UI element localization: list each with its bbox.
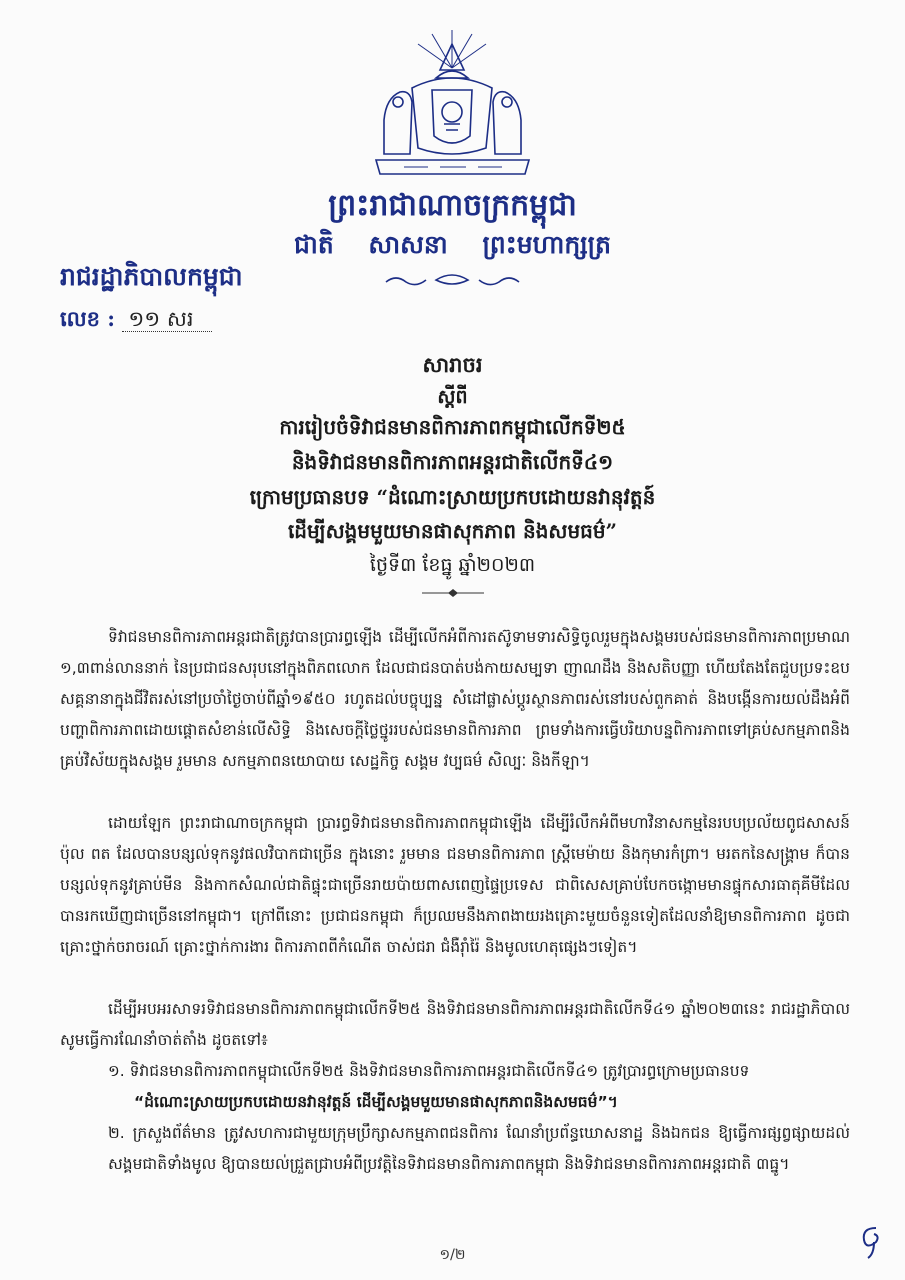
reference-label: លេខ : — [60, 306, 116, 331]
title-line-2: និងទិវាជនមានពិការភាពអន្តរជាតិលើកទី៤១ — [291, 450, 614, 474]
list-item — [108, 1056, 850, 1118]
title-date: ថ្ងៃទី៣ ខែធ្នូ ឆ្នាំ២០២៣ — [369, 554, 536, 576]
handwritten-initial-icon — [858, 1222, 884, 1262]
separator-icon — [418, 588, 488, 598]
list-item-text-1: ១. ទិវាជនមានពិការភាពកម្ពុជាលើកទី២៥ និងទិវាជនមានពិការភាពអន្តរជាតិលើកទី៤១ ត្រូវប្រារព្ធក្រោមប្រធានបទ — [108, 1062, 750, 1080]
reference-number: ១១ សរ — [122, 307, 211, 332]
paragraph-3: ដើម្បីអបអរសាទរទិវាជនមានពិការភាពកម្ពុជាលើកទី២៥ និងទិវាជនមានពិការភាពអន្តរជាតិលើកទី៤១ ឆ្នាំ២០២៣នេះ រាជរដ្ឋាភិបាលសូមធ្វើការណែនាំចាត់តាំង ដូចតទៅ៖ — [60, 1000, 850, 1049]
title-line-1: ការរៀបចំទិវាជនមានពិការភាពកម្ពុជាលើកទី២៥ — [279, 415, 626, 439]
title-about: ស្តីពី — [437, 386, 468, 408]
title-line-3: ក្រោមប្រធានបទ “ដំណោះស្រាយប្រកបដោយនវានុវត្តន៍ — [249, 485, 656, 509]
reference-line — [60, 306, 212, 337]
list-item-text-2: ២. ក្រសួងព័ត៌មាន ត្រូវសហការជាមួយក្រុមប្រឹក្សាសកម្មភាពជនពិការ ណែនាំប្រព័ន្ធឃោសនាដ្ឋ និងឯកជន ឱ្យធ្វើការផ្សព្វផ្សាយដល់សង្គមជាតិទាំងមូល ឱ្យបានយល់ជ្រួតជ្រាបអំពីប្រវត្តិនៃទិវាជនមានពិការភាពកម្ពុជា និងទិវាជនមានពិការភាពអន្តរជាតិ ៣ធ្នូ។ — [108, 1124, 850, 1173]
paragraph-2: ដោយឡែក ព្រះរាជាណាចក្រកម្ពុជា ប្រារព្ធទិវាជនមានពិការភាពកម្ពុជាឡើង ដើម្បីរំលឹកអំពីមហាវិនាសកម្មនៃរបបប្រល័យពូជសាសន៍ ប៉ុល ពត ដែលបានបន្សល់ទុកនូវផលវិបាកជាច្រើន ក្នុងនោះ រួមមាន ជនមានពិការភាព ស្ត្រីមេម៉ាយ និងកុមារកំព្រា។ មរតកនៃសង្គ្រាម ក៏បានបន្សល់ទុកនូវគ្រាប់មីន និងកាកសំណល់ជាតិផ្ទុះជាច្រើនរាយប៉ាយពាសពេញផ្ទៃប្រទេស ជាពិសេសគ្រាប់បែកចង្កោមមានផ្ទុកសារធាតុគីមីដែលបានរកឃើញជាច្រើននៅកម្ពុជា។ ក្រៅពីនោះ ប្រជាជនកម្ពុជា ក៏ប្រឈមនឹងភាពងាយរងគ្រោះមួយចំនួនទៀតដែលនាំឱ្យមានពិការភាព ដូចជា គ្រោះថ្នាក់ចរាចរណ៍ គ្រោះថ្នាក់ការងារ ពិការភាពពីកំណើត ចាស់ជរា ជំងឺរ៉ាំរ៉ៃ និងមូលហេតុផ្សេងៗទៀត។ — [60, 814, 850, 956]
ornament-divider-icon — [380, 270, 525, 290]
government-name: រាជរដ្ឋាភិបាលកម្ពុជា — [60, 262, 243, 291]
document-type: សារាចរ — [422, 352, 483, 377]
page-number: ១/២ — [439, 1247, 466, 1263]
list-item-theme: “ដំណោះស្រាយប្រកបដោយនវានុវត្តន៍ ដើម្បីសង្គមមួយមានផាសុកភាពនិងសមធម៌”។ — [134, 1093, 618, 1111]
list-item — [108, 1118, 850, 1180]
title-line-4: ដើម្បីសង្គមមួយមានផាសុកភាព និងសមធម៌” — [287, 519, 618, 543]
national-motto: ជាតិ សាសនា ព្រះមហាក្សត្រ — [294, 230, 611, 259]
royal-coat-of-arms-icon — [370, 28, 535, 180]
kingdom-name: ព្រះរាជាណាចក្រកម្ពុជា — [328, 188, 577, 223]
paragraph-1: ទិវាជនមានពិការភាពអន្តរជាតិត្រូវបានប្រារព្ធឡើង ដើម្បីលើកអំពីការតស៊ូទាមទារសិទ្ធិចូលរួមក្នុងសង្គមរបស់ជនមានពិការភាពប្រមាណ ១,៣ពាន់លាននាក់ នៃប្រជាជនសរុបនៅក្នុងពិភពលោក ដែលជាជនបាត់បង់កាយសម្បទា ញាណដឹង និងសតិបញ្ញា ហើយតែងតែជួបប្រទះឧបសគ្គនានាក្នុងជីវិតរស់នៅប្រចាំថ្ងៃចាប់ពីឆ្នាំ១៩៥០ រហូតដល់បច្ចុប្បន្ន សំដៅផ្លាស់ប្តូរស្ថានភាពរស់នៅរបស់ពួកគាត់ និងបង្កើនការយល់ដឹងអំពីបញ្ហាពិការភាពដោយផ្តោតសំខាន់លើសិទ្ធិ និងសេចក្តីថ្លៃថ្នូររបស់ជនមានពិការភាព ព្រមទាំងការធ្វើបរិយាបន្នពិការភាពទៅគ្រប់សកម្មភាពនិងគ្រប់វិស័យក្នុងសង្គម រួមមាន សកម្មភាពនយោបាយ សេដ្ឋកិច្ច សង្គម វប្បធម៌ សិល្បៈ និងកីឡា។ — [60, 628, 850, 770]
